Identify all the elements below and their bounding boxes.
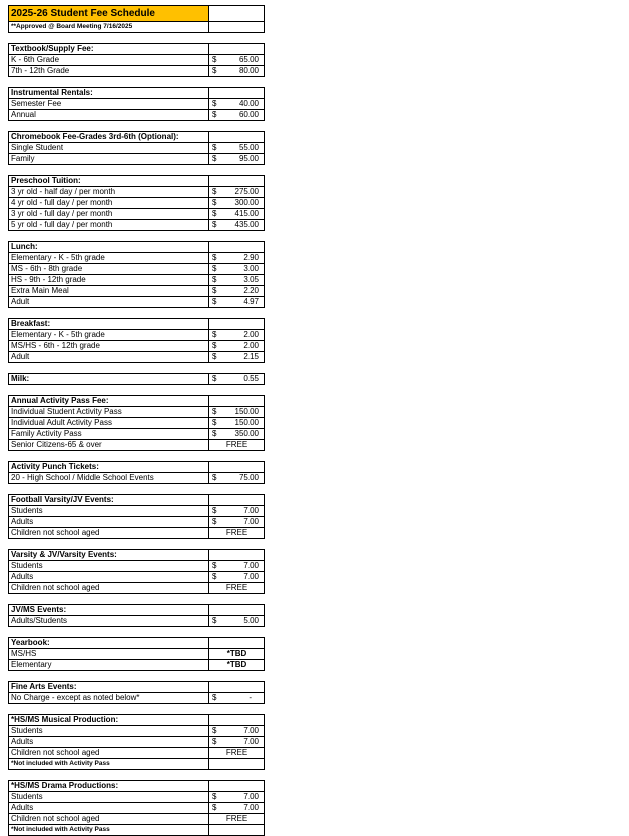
section-header-row: [9, 495, 265, 506]
fee-label: Children not school aged: [9, 583, 209, 594]
fee-label: Annual: [9, 110, 209, 121]
currency-symbol: $: [212, 506, 217, 515]
amount-value: 7.00: [243, 572, 259, 581]
fee-section: [8, 714, 265, 770]
fee-label: Individual Student Activity Pass: [9, 407, 209, 418]
currency-symbol: $: [212, 517, 217, 526]
fee-section: [8, 87, 265, 121]
fee-row: [9, 429, 265, 440]
fee-row: [9, 814, 265, 825]
fee-label: 3 yr old - half day / per month: [9, 187, 209, 198]
approval-empty-cell: [209, 22, 265, 33]
fee-amount: [209, 187, 265, 198]
fee-amount: [209, 572, 265, 583]
amount-value: 2.90: [243, 253, 259, 262]
fee-amount: [209, 429, 265, 440]
fee-label: Children not school aged: [9, 528, 209, 539]
fee-amount: FREE: [209, 583, 265, 594]
fee-amount: *TBD: [209, 660, 265, 671]
fee-amount: [209, 143, 265, 154]
fee-amount: [209, 341, 265, 352]
fee-label: Students: [9, 506, 209, 517]
fee-amount: [209, 825, 265, 836]
fee-label: Individual Adult Activity Pass: [9, 418, 209, 429]
fee-row: [9, 616, 265, 627]
fee-label: 20 - High School / Middle School Events: [9, 473, 209, 484]
section-header: Varsity & JV/Varsity Events:: [9, 550, 209, 561]
fee-amount: [209, 407, 265, 418]
amount-value: 75.00: [238, 473, 259, 482]
fee-amount: [209, 473, 265, 484]
currency-symbol: $: [212, 297, 217, 306]
fee-label: Students: [9, 726, 209, 737]
fee-row: [9, 803, 265, 814]
fee-row: [9, 264, 265, 275]
amount-value: -: [249, 693, 252, 702]
fee-row: [9, 440, 265, 451]
fee-row: [9, 517, 265, 528]
fee-section: [8, 241, 265, 308]
amount-value: 95.00: [238, 154, 259, 163]
fee-label: Adults: [9, 737, 209, 748]
fee-amount: [209, 176, 265, 187]
amount-value: 435.00: [234, 220, 259, 229]
amount-value: 80.00: [238, 66, 259, 75]
currency-symbol: $: [212, 561, 217, 570]
currency-symbol: $: [212, 286, 217, 295]
currency-symbol: $: [212, 341, 217, 350]
approval-row: [9, 22, 265, 33]
fee-label: MS/HS: [9, 649, 209, 660]
currency-symbol: $: [212, 803, 217, 812]
fee-row: [9, 253, 265, 264]
fee-row: [9, 572, 265, 583]
fee-label: Elementary - K - 5th grade: [9, 253, 209, 264]
fee-amount: [209, 715, 265, 726]
fee-amount: [209, 418, 265, 429]
fee-amount: [209, 44, 265, 55]
footnote-row: [9, 759, 265, 770]
section-header: Chromebook Fee-Grades 3rd-6th (Optional):: [9, 132, 209, 143]
fee-section: [8, 494, 265, 539]
currency-symbol: $: [212, 66, 217, 75]
section-header-row: [9, 374, 265, 385]
fee-amount: [209, 792, 265, 803]
fee-section: [8, 131, 265, 165]
fee-amount: [209, 275, 265, 286]
fee-amount: [209, 374, 265, 385]
amount-value: 3.00: [243, 264, 259, 273]
amount-value: 150.00: [234, 407, 259, 416]
fee-section: [8, 549, 265, 594]
fee-label: Family: [9, 154, 209, 165]
fee-section: [8, 681, 265, 704]
fee-amount: FREE: [209, 440, 265, 451]
fee-row: [9, 792, 265, 803]
amount-value: 65.00: [238, 55, 259, 64]
amount-value: 60.00: [238, 110, 259, 119]
amount-value: 415.00: [234, 209, 259, 218]
fee-row: [9, 583, 265, 594]
fee-amount: [209, 605, 265, 616]
fee-amount: [209, 726, 265, 737]
fee-amount: *TBD: [209, 649, 265, 660]
fee-amount: [209, 462, 265, 473]
fee-amount: [209, 55, 265, 66]
fee-amount: [209, 352, 265, 363]
currency-symbol: $: [212, 352, 217, 361]
currency-symbol: $: [212, 143, 217, 152]
fee-amount: [209, 737, 265, 748]
fee-row: [9, 220, 265, 231]
section-header: Activity Punch Tickets:: [9, 462, 209, 473]
section-header: Fine Arts Events:: [9, 682, 209, 693]
fee-row: [9, 473, 265, 484]
fee-amount: [209, 286, 265, 297]
amount-value: 7.00: [243, 517, 259, 526]
currency-symbol: $: [212, 220, 217, 229]
currency-symbol: $: [212, 99, 217, 108]
amount-value: 2.00: [243, 330, 259, 339]
currency-symbol: $: [212, 209, 217, 218]
fee-amount: [209, 242, 265, 253]
amount-value: 7.00: [243, 737, 259, 746]
fee-section: [8, 461, 265, 484]
amount-value: 7.00: [243, 726, 259, 735]
currency-symbol: $: [212, 264, 217, 273]
fee-amount: [209, 781, 265, 792]
fee-amount: [209, 154, 265, 165]
fee-label: MS - 6th - 8th grade: [9, 264, 209, 275]
section-header: Annual Activity Pass Fee:: [9, 396, 209, 407]
fee-amount: [209, 132, 265, 143]
fee-amount: [209, 99, 265, 110]
section-header-row: [9, 44, 265, 55]
fee-amount: [209, 66, 265, 77]
fee-row: [9, 143, 265, 154]
fee-amount: [209, 330, 265, 341]
currency-symbol: $: [212, 187, 217, 196]
amount-value: 4.97: [243, 297, 259, 306]
fee-label: 4 yr old - full day / per month: [9, 198, 209, 209]
fee-row: [9, 726, 265, 737]
amount-value: 275.00: [234, 187, 259, 196]
fee-label: Adults/Students: [9, 616, 209, 627]
fee-amount: [209, 517, 265, 528]
fee-amount: [209, 110, 265, 121]
fee-label: Extra Main Meal: [9, 286, 209, 297]
fee-row: [9, 330, 265, 341]
section-header: Milk:: [9, 374, 209, 385]
footnote: *Not included with Activity Pass: [9, 825, 209, 836]
amount-value: 5.00: [243, 616, 259, 625]
approval-note: **Approved @ Board Meeting 7/16/2025: [9, 22, 209, 33]
fee-amount: FREE: [209, 748, 265, 759]
currency-symbol: $: [212, 792, 217, 801]
fee-amount: [209, 693, 265, 704]
fee-section: [8, 318, 265, 363]
amount-value: 3.05: [243, 275, 259, 284]
currency-symbol: $: [212, 473, 217, 482]
fee-row: [9, 748, 265, 759]
section-header-row: [9, 781, 265, 792]
fee-label: Adult: [9, 352, 209, 363]
fee-label: Children not school aged: [9, 748, 209, 759]
currency-symbol: $: [212, 726, 217, 735]
currency-symbol: $: [212, 154, 217, 163]
footnote-row: [9, 825, 265, 836]
fee-row: [9, 154, 265, 165]
currency-symbol: $: [212, 693, 217, 702]
section-header-row: [9, 550, 265, 561]
section-header-row: [9, 396, 265, 407]
fee-label: Adult: [9, 297, 209, 308]
fee-amount: [209, 561, 265, 572]
fee-amount: [209, 803, 265, 814]
fee-label: Single Student: [9, 143, 209, 154]
fee-row: [9, 209, 265, 220]
fee-row: [9, 110, 265, 121]
section-header: Lunch:: [9, 242, 209, 253]
fee-row: [9, 407, 265, 418]
fee-label: No Charge - except as noted below*: [9, 693, 209, 704]
section-header-row: [9, 88, 265, 99]
fee-amount: [209, 319, 265, 330]
fee-label: Students: [9, 792, 209, 803]
fee-row: [9, 286, 265, 297]
section-header: Textbook/Supply Fee:: [9, 44, 209, 55]
section-header-row: [9, 319, 265, 330]
amount-value: 7.00: [243, 561, 259, 570]
fee-row: [9, 341, 265, 352]
section-header-row: [9, 715, 265, 726]
fee-label: Adults: [9, 572, 209, 583]
fee-row: [9, 528, 265, 539]
fee-label: Adults: [9, 803, 209, 814]
fee-label: Students: [9, 561, 209, 572]
amount-value: 0.55: [243, 374, 259, 383]
fee-row: [9, 187, 265, 198]
fee-row: [9, 693, 265, 704]
fee-row: [9, 737, 265, 748]
fee-section: [8, 395, 265, 451]
fee-row: [9, 418, 265, 429]
fee-row: [9, 66, 265, 77]
currency-symbol: $: [212, 330, 217, 339]
fee-row: [9, 649, 265, 660]
currency-symbol: $: [212, 429, 217, 438]
fee-amount: [209, 253, 265, 264]
fee-label: Senior Citizens-65 & over: [9, 440, 209, 451]
amount-value: 2.20: [243, 286, 259, 295]
fee-amount: [209, 616, 265, 627]
fee-section: [8, 175, 265, 231]
amount-value: 40.00: [238, 99, 259, 108]
section-header: JV/MS Events:: [9, 605, 209, 616]
fee-amount: FREE: [209, 528, 265, 539]
amount-value: 55.00: [238, 143, 259, 152]
amount-value: 350.00: [234, 429, 259, 438]
fee-label: Elementary: [9, 660, 209, 671]
fee-amount: [209, 198, 265, 209]
section-header: Football Varsity/JV Events:: [9, 495, 209, 506]
section-header-row: [9, 638, 265, 649]
section-header-row: [9, 605, 265, 616]
fee-label: K - 6th Grade: [9, 55, 209, 66]
title-empty-cell: [209, 6, 265, 22]
fee-row: [9, 198, 265, 209]
fee-sections: [8, 43, 629, 836]
fee-amount: [209, 209, 265, 220]
fee-section: [8, 604, 265, 627]
section-header-row: [9, 682, 265, 693]
fee-amount: [209, 759, 265, 770]
title-block: [8, 5, 265, 33]
fee-section: [8, 637, 265, 671]
fee-label: MS/HS - 6th - 12th grade: [9, 341, 209, 352]
currency-symbol: $: [212, 572, 217, 581]
fee-amount: FREE: [209, 814, 265, 825]
fee-label: HS - 9th - 12th grade: [9, 275, 209, 286]
fee-label: 5 yr old - full day / per month: [9, 220, 209, 231]
fee-section: [8, 780, 265, 836]
section-header: Yearbook:: [9, 638, 209, 649]
fee-label: Semester Fee: [9, 99, 209, 110]
section-header: Breakfast:: [9, 319, 209, 330]
fee-label: Children not school aged: [9, 814, 209, 825]
currency-symbol: $: [212, 198, 217, 207]
fee-row: [9, 352, 265, 363]
fee-label: Elementary - K - 5th grade: [9, 330, 209, 341]
section-header-row: [9, 176, 265, 187]
fee-amount: [209, 638, 265, 649]
fee-label: 3 yr old - full day / per month: [9, 209, 209, 220]
fee-label: Family Activity Pass: [9, 429, 209, 440]
fee-row: [9, 506, 265, 517]
currency-symbol: $: [212, 616, 217, 625]
section-header: *HS/MS Drama Productions:: [9, 781, 209, 792]
fee-label: 7th - 12th Grade: [9, 66, 209, 77]
amount-value: 7.00: [243, 506, 259, 515]
amount-value: 2.00: [243, 341, 259, 350]
currency-symbol: $: [212, 55, 217, 64]
amount-value: 150.00: [234, 418, 259, 427]
fee-amount: [209, 550, 265, 561]
fee-amount: [209, 506, 265, 517]
section-header: Preschool Tuition:: [9, 176, 209, 187]
fee-row: [9, 660, 265, 671]
currency-symbol: $: [212, 407, 217, 416]
fee-amount: [209, 88, 265, 99]
fee-amount: [209, 220, 265, 231]
footnote: *Not included with Activity Pass: [9, 759, 209, 770]
section-header-row: [9, 242, 265, 253]
currency-symbol: $: [212, 110, 217, 119]
amount-value: 2.15: [243, 352, 259, 361]
section-header-row: [9, 132, 265, 143]
section-header: *HS/MS Musical Production:: [9, 715, 209, 726]
fee-amount: [209, 396, 265, 407]
currency-symbol: $: [212, 374, 217, 383]
fee-section: [8, 373, 265, 385]
amount-value: 7.00: [243, 792, 259, 801]
fee-row: [9, 55, 265, 66]
amount-value: 300.00: [234, 198, 259, 207]
section-header-row: [9, 462, 265, 473]
fee-amount: [209, 264, 265, 275]
document-title: 2025-26 Student Fee Schedule: [9, 6, 209, 22]
fee-label: Adults: [9, 517, 209, 528]
currency-symbol: $: [212, 737, 217, 746]
fee-row: [9, 275, 265, 286]
fee-row: [9, 561, 265, 572]
fee-row: [9, 99, 265, 110]
fee-amount: [209, 297, 265, 308]
fee-section: [8, 43, 265, 77]
currency-symbol: $: [212, 418, 217, 427]
title-row: [9, 6, 265, 22]
amount-value: 7.00: [243, 803, 259, 812]
fee-row: [9, 297, 265, 308]
fee-amount: [209, 682, 265, 693]
currency-symbol: $: [212, 275, 217, 284]
currency-symbol: $: [212, 253, 217, 262]
section-header: Instrumental Rentals:: [9, 88, 209, 99]
fee-amount: [209, 495, 265, 506]
